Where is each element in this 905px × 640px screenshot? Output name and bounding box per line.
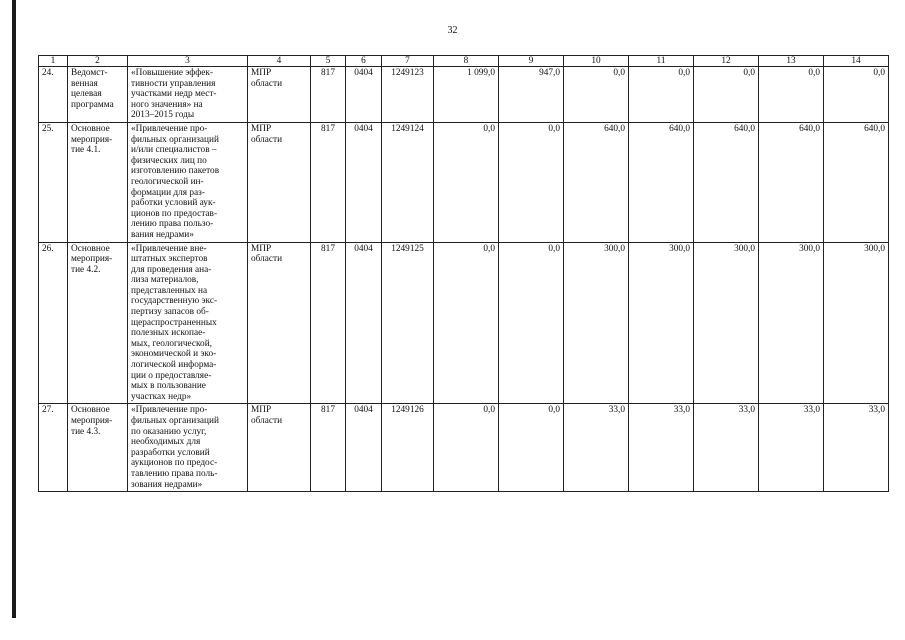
cell-line: Основное bbox=[71, 123, 110, 134]
amount-cell: 300,0 bbox=[564, 242, 629, 404]
code-cell: 1249124 bbox=[382, 122, 434, 242]
amount-cell: 947,0 bbox=[499, 67, 564, 123]
cell-line: Основное bbox=[71, 243, 110, 254]
cell-line: штатных экспертов bbox=[131, 254, 208, 265]
amount-cell: 0,0 bbox=[759, 67, 824, 123]
amount-cell: 640,0 bbox=[629, 122, 694, 242]
cell-line: государственную экс- bbox=[131, 296, 218, 307]
column-number: 9 bbox=[499, 56, 564, 67]
item-name-cell bbox=[128, 67, 248, 123]
column-number: 8 bbox=[434, 56, 499, 67]
amount-cell: 33,0 bbox=[694, 404, 759, 492]
column-number: 1 bbox=[39, 56, 68, 67]
cell-line: ного значения» на bbox=[131, 99, 203, 110]
cell-line: мероприя- bbox=[71, 134, 113, 145]
amount-cell: 0,0 bbox=[564, 67, 629, 123]
page-number: 32 bbox=[447, 25, 458, 36]
cell-line: лиза материалов, bbox=[131, 275, 199, 286]
cell-line: «Привлечение вне- bbox=[131, 243, 207, 254]
cell-line: пертизу запасов об- bbox=[131, 307, 209, 318]
cell-line: целевая bbox=[71, 89, 102, 100]
cell-line: области bbox=[251, 254, 283, 265]
cell-line: программа bbox=[71, 99, 114, 110]
cell-line: области bbox=[251, 78, 283, 89]
cell-line: венная bbox=[71, 78, 98, 89]
cell-line: и/или специалистов – bbox=[131, 145, 217, 156]
amount-cell: 0,0 bbox=[434, 404, 499, 492]
cell-line: изготовлению пакетов bbox=[131, 166, 220, 177]
item-name-cell bbox=[128, 242, 248, 404]
budget-table bbox=[38, 55, 889, 492]
cell-line: «Привлечение про- bbox=[131, 405, 208, 416]
item-name-cell bbox=[128, 122, 248, 242]
column-number: 3 bbox=[128, 56, 248, 67]
table-row bbox=[39, 242, 889, 404]
item-type-cell bbox=[68, 242, 128, 404]
table-row bbox=[39, 67, 889, 123]
column-number: 2 bbox=[68, 56, 128, 67]
cell-line: зования недрами» bbox=[131, 479, 203, 490]
cell-line: для проведения ана- bbox=[131, 264, 212, 275]
cell-line: тие 4.1. bbox=[71, 145, 101, 156]
cell-line: мероприя- bbox=[71, 416, 113, 426]
amount-cell: 0,0 bbox=[499, 122, 564, 242]
cell-line: Основное bbox=[71, 405, 110, 416]
column-number: 5 bbox=[311, 56, 346, 67]
cell-line: тие 4.3. bbox=[71, 426, 101, 437]
cell-line: «Привлечение про- bbox=[131, 123, 208, 134]
cell-line: формации для раз- bbox=[131, 187, 205, 198]
amount-cell: 33,0 bbox=[824, 404, 889, 492]
cell-line: экономической и эко- bbox=[131, 349, 217, 360]
code-cell: 817 bbox=[311, 242, 346, 404]
cell-line: мых, геологической, bbox=[131, 338, 212, 349]
code-cell: 817 bbox=[311, 122, 346, 242]
executor-cell bbox=[248, 242, 311, 404]
cell-line: работки условий аук- bbox=[131, 198, 216, 209]
cell-line: тивности управления bbox=[131, 78, 216, 89]
cell-line: области bbox=[251, 134, 283, 145]
amount-cell: 640,0 bbox=[759, 122, 824, 242]
amount-cell: 33,0 bbox=[759, 404, 824, 492]
code-cell: 817 bbox=[311, 404, 346, 492]
table-row bbox=[39, 122, 889, 242]
code-cell: 1249126 bbox=[382, 404, 434, 492]
amount-cell: 33,0 bbox=[564, 404, 629, 492]
amount-cell: 0,0 bbox=[434, 242, 499, 404]
cell-line: фильных организаций bbox=[131, 416, 219, 426]
cell-line: аукционов по предос- bbox=[131, 458, 218, 469]
amount-cell: 300,0 bbox=[759, 242, 824, 404]
code-cell: 1249125 bbox=[382, 242, 434, 404]
cell-line: разработки условий bbox=[131, 447, 210, 458]
cell-line: логической информа- bbox=[131, 360, 217, 371]
cell-line: области bbox=[251, 416, 283, 426]
executor-cell bbox=[248, 67, 311, 123]
item-name-cell bbox=[128, 404, 248, 492]
column-number: 7 bbox=[382, 56, 434, 67]
table-row bbox=[39, 404, 889, 492]
code-cell: 0404 bbox=[346, 242, 382, 404]
executor-cell bbox=[248, 404, 311, 492]
column-number: 6 bbox=[346, 56, 382, 67]
amount-cell: 1 099,0 bbox=[434, 67, 499, 123]
cell-line: щераспространенных bbox=[131, 317, 217, 328]
cell-line: МПР bbox=[251, 243, 272, 254]
code-cell: 817 bbox=[311, 67, 346, 123]
binding-edge bbox=[12, 0, 16, 618]
row-number-cell: 24. bbox=[39, 67, 68, 123]
code-cell: 0404 bbox=[346, 404, 382, 492]
row-number-cell: 26. bbox=[39, 242, 68, 404]
code-cell: 0404 bbox=[346, 67, 382, 123]
cell-line: Ведомст- bbox=[71, 68, 108, 78]
cell-line: по оказанию услуг, bbox=[131, 426, 207, 437]
column-number: 10 bbox=[564, 56, 629, 67]
row-number-cell: 27. bbox=[39, 404, 68, 492]
amount-cell: 0,0 bbox=[629, 67, 694, 123]
amount-cell: 33,0 bbox=[629, 404, 694, 492]
cell-line: ции о предоставляе- bbox=[131, 370, 212, 381]
cell-line: МПР bbox=[251, 405, 272, 416]
amount-cell: 640,0 bbox=[694, 122, 759, 242]
column-number: 13 bbox=[759, 56, 824, 67]
item-type-cell bbox=[68, 404, 128, 492]
cell-line: представленных на bbox=[131, 285, 208, 296]
amount-cell: 640,0 bbox=[564, 122, 629, 242]
amount-cell: 0,0 bbox=[499, 404, 564, 492]
cell-line: МПР bbox=[251, 123, 272, 134]
amount-cell: 300,0 bbox=[629, 242, 694, 404]
cell-line: тие 4.2. bbox=[71, 264, 101, 275]
item-type-cell bbox=[68, 122, 128, 242]
cell-line: геологической ин- bbox=[131, 176, 204, 187]
cell-line: вания недрами» bbox=[131, 229, 194, 240]
amount-cell: 0,0 bbox=[824, 67, 889, 123]
column-number: 12 bbox=[694, 56, 759, 67]
cell-line: полезных ископае- bbox=[131, 328, 206, 339]
amount-cell: 0,0 bbox=[694, 67, 759, 123]
cell-line: фильных организаций bbox=[131, 134, 219, 145]
row-number-cell: 25. bbox=[39, 122, 68, 242]
column-number: 11 bbox=[629, 56, 694, 67]
cell-line: лению права пользо- bbox=[131, 219, 214, 230]
cell-line: необходимых для bbox=[131, 437, 201, 448]
amount-cell: 0,0 bbox=[499, 242, 564, 404]
cell-line: ционов по предостав- bbox=[131, 208, 218, 219]
amount-cell: 0,0 bbox=[434, 122, 499, 242]
cell-line: участками недр мест- bbox=[131, 89, 217, 100]
cell-line: 2013–2015 годы bbox=[131, 110, 195, 121]
amount-cell: 640,0 bbox=[824, 122, 889, 242]
executor-cell bbox=[248, 122, 311, 242]
amount-cell: 300,0 bbox=[824, 242, 889, 404]
code-cell: 0404 bbox=[346, 122, 382, 242]
code-cell: 1249123 bbox=[382, 67, 434, 123]
column-number: 14 bbox=[824, 56, 889, 67]
cell-line: тавлению права поль- bbox=[131, 468, 218, 479]
column-number-row bbox=[39, 56, 889, 67]
item-type-cell bbox=[68, 67, 128, 123]
column-number: 4 bbox=[248, 56, 311, 67]
cell-line: «Повышение эффек- bbox=[131, 68, 214, 78]
cell-line: участках недр» bbox=[131, 391, 192, 402]
cell-line: физических лиц по bbox=[131, 155, 207, 166]
cell-line: мероприя- bbox=[71, 254, 113, 265]
cell-line: МПР bbox=[251, 68, 272, 78]
amount-cell: 300,0 bbox=[694, 242, 759, 404]
cell-line: мых в пользование bbox=[131, 381, 206, 392]
